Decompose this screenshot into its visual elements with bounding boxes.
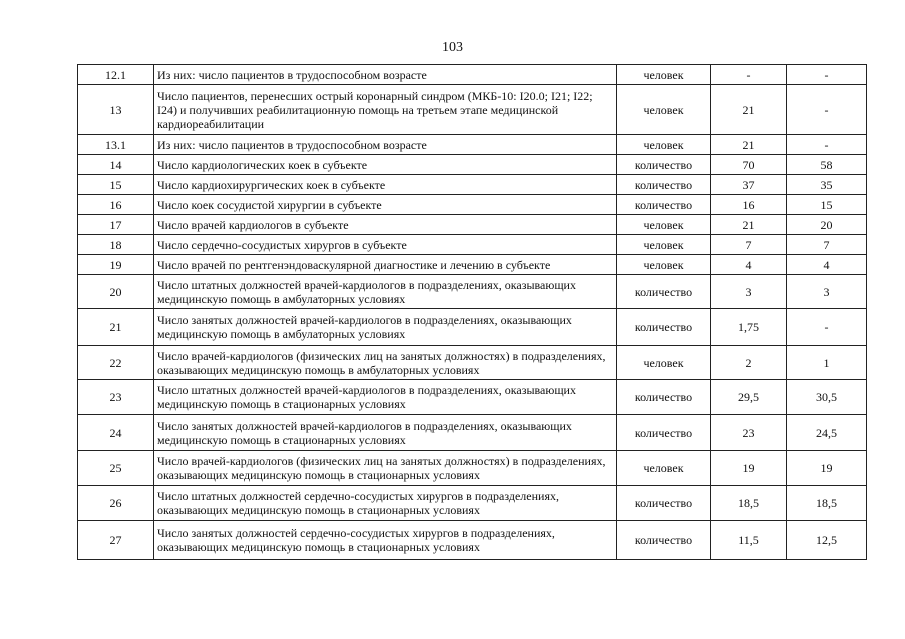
table-row: [78, 135, 867, 155]
value-column-2: 15: [787, 195, 867, 215]
indicator-description: Число врачей кардиологов в субъекте: [154, 215, 617, 235]
table-row: [78, 155, 867, 175]
row-number: 19: [78, 255, 154, 275]
value-column-1: 37: [711, 175, 787, 195]
indicator-description: Число занятых должностей врачей-кардиологов в подразделениях, оказывающих медицинскую помощь в амбулаторных условиях: [154, 309, 617, 346]
indicator-description: Число пациентов, перенесших острый коронарный синдром (МКБ-10: I20.0; I21; I22; I24) и получивших реабилитационную помощь на третьем этапе медицинской кардиореабилитации: [154, 85, 617, 135]
value-column-1: 4: [711, 255, 787, 275]
unit-of-measure: количество: [617, 380, 711, 415]
unit-of-measure: количество: [617, 195, 711, 215]
value-column-1: 21: [711, 135, 787, 155]
unit-of-measure: человек: [617, 235, 711, 255]
table-row: [78, 346, 867, 380]
table-row: [78, 175, 867, 195]
row-number: 17: [78, 215, 154, 235]
value-column-2: -: [787, 65, 867, 85]
table-row: [78, 486, 867, 521]
indicator-description: Из них: число пациентов в трудоспособном возрасте: [154, 135, 617, 155]
value-column-2: 18,5: [787, 486, 867, 521]
row-number: 23: [78, 380, 154, 415]
value-column-2: 20: [787, 215, 867, 235]
indicators-table: [77, 64, 867, 560]
value-column-2: -: [787, 135, 867, 155]
row-number: 13.1: [78, 135, 154, 155]
unit-of-measure: количество: [617, 309, 711, 346]
row-number: 24: [78, 415, 154, 451]
value-column-1: 21: [711, 215, 787, 235]
value-column-1: 18,5: [711, 486, 787, 521]
table-row: [78, 195, 867, 215]
value-column-1: 2: [711, 346, 787, 380]
row-number: 25: [78, 451, 154, 486]
value-column-1: 70: [711, 155, 787, 175]
indicator-description: Число коек сосудистой хирургии в субъекте: [154, 195, 617, 215]
table-row: [78, 255, 867, 275]
indicator-description: Из них: число пациентов в трудоспособном возрасте: [154, 65, 617, 85]
value-column-1: 19: [711, 451, 787, 486]
row-number: 21: [78, 309, 154, 346]
unit-of-measure: человек: [617, 255, 711, 275]
indicator-description: Число занятых должностей врачей-кардиологов в подразделениях, оказывающих медицинскую помощь в стационарных условиях: [154, 415, 617, 451]
row-number: 16: [78, 195, 154, 215]
unit-of-measure: количество: [617, 415, 711, 451]
indicator-description: Число занятых должностей сердечно-сосудистых хирургов в подразделениях, оказывающих медицинскую помощь в стационарных условиях: [154, 521, 617, 560]
row-number: 13: [78, 85, 154, 135]
table-row: [78, 85, 867, 135]
row-number: 20: [78, 275, 154, 309]
table-row: [78, 309, 867, 346]
row-number: 26: [78, 486, 154, 521]
value-column-2: 12,5: [787, 521, 867, 560]
value-column-1: 16: [711, 195, 787, 215]
unit-of-measure: человек: [617, 65, 711, 85]
table-row: [78, 275, 867, 309]
unit-of-measure: человек: [617, 451, 711, 486]
row-number: 27: [78, 521, 154, 560]
value-column-2: 19: [787, 451, 867, 486]
value-column-1: 3: [711, 275, 787, 309]
value-column-1: -: [711, 65, 787, 85]
value-column-1: 23: [711, 415, 787, 451]
unit-of-measure: количество: [617, 486, 711, 521]
indicator-description: Число сердечно-сосудистых хирургов в субъекте: [154, 235, 617, 255]
table-row: [78, 215, 867, 235]
row-number: 15: [78, 175, 154, 195]
unit-of-measure: человек: [617, 135, 711, 155]
value-column-2: 1: [787, 346, 867, 380]
page-number: 103: [442, 40, 463, 55]
indicator-description: Число кардиохирургических коек в субъекте: [154, 175, 617, 195]
value-column-1: 1,75: [711, 309, 787, 346]
unit-of-measure: количество: [617, 175, 711, 195]
table-row: [78, 380, 867, 415]
value-column-2: -: [787, 85, 867, 135]
unit-of-measure: количество: [617, 275, 711, 309]
unit-of-measure: человек: [617, 346, 711, 380]
indicator-description: Число кардиологических коек в субъекте: [154, 155, 617, 175]
table-row: [78, 521, 867, 560]
row-number: 18: [78, 235, 154, 255]
unit-of-measure: человек: [617, 215, 711, 235]
value-column-2: 30,5: [787, 380, 867, 415]
unit-of-measure: человек: [617, 85, 711, 135]
table-row: [78, 65, 867, 85]
value-column-2: 24,5: [787, 415, 867, 451]
indicator-description: Число штатных должностей сердечно-сосудистых хирургов в подразделениях, оказывающих медицинскую помощь в стационарных условиях: [154, 486, 617, 521]
value-column-2: 35: [787, 175, 867, 195]
unit-of-measure: количество: [617, 521, 711, 560]
indicator-description: Число штатных должностей врачей-кардиологов в подразделениях, оказывающих медицинскую помощь в амбулаторных условиях: [154, 275, 617, 309]
row-number: 12.1: [78, 65, 154, 85]
value-column-2: 7: [787, 235, 867, 255]
value-column-1: 11,5: [711, 521, 787, 560]
table-row: [78, 415, 867, 451]
unit-of-measure: количество: [617, 155, 711, 175]
indicator-description: Число врачей-кардиологов (физических лиц на занятых должностях) в подразделениях, оказывающих медицинскую помощь в амбулаторных условиях: [154, 346, 617, 380]
row-number: 14: [78, 155, 154, 175]
row-number: 22: [78, 346, 154, 380]
value-column-2: 4: [787, 255, 867, 275]
indicator-description: Число штатных должностей врачей-кардиологов в подразделениях, оказывающих медицинскую помощь в стационарных условиях: [154, 380, 617, 415]
indicator-description: Число врачей-кардиологов (физических лиц на занятых должностях) в подразделениях, оказывающих медицинскую помощь в стационарных условиях: [154, 451, 617, 486]
table-row: [78, 235, 867, 255]
value-column-2: 3: [787, 275, 867, 309]
value-column-2: -: [787, 309, 867, 346]
indicator-description: Число врачей по рентгенэндоваскулярной диагностике и лечению в субъекте: [154, 255, 617, 275]
value-column-1: 29,5: [711, 380, 787, 415]
value-column-1: 7: [711, 235, 787, 255]
table-row: [78, 451, 867, 486]
value-column-1: 21: [711, 85, 787, 135]
value-column-2: 58: [787, 155, 867, 175]
